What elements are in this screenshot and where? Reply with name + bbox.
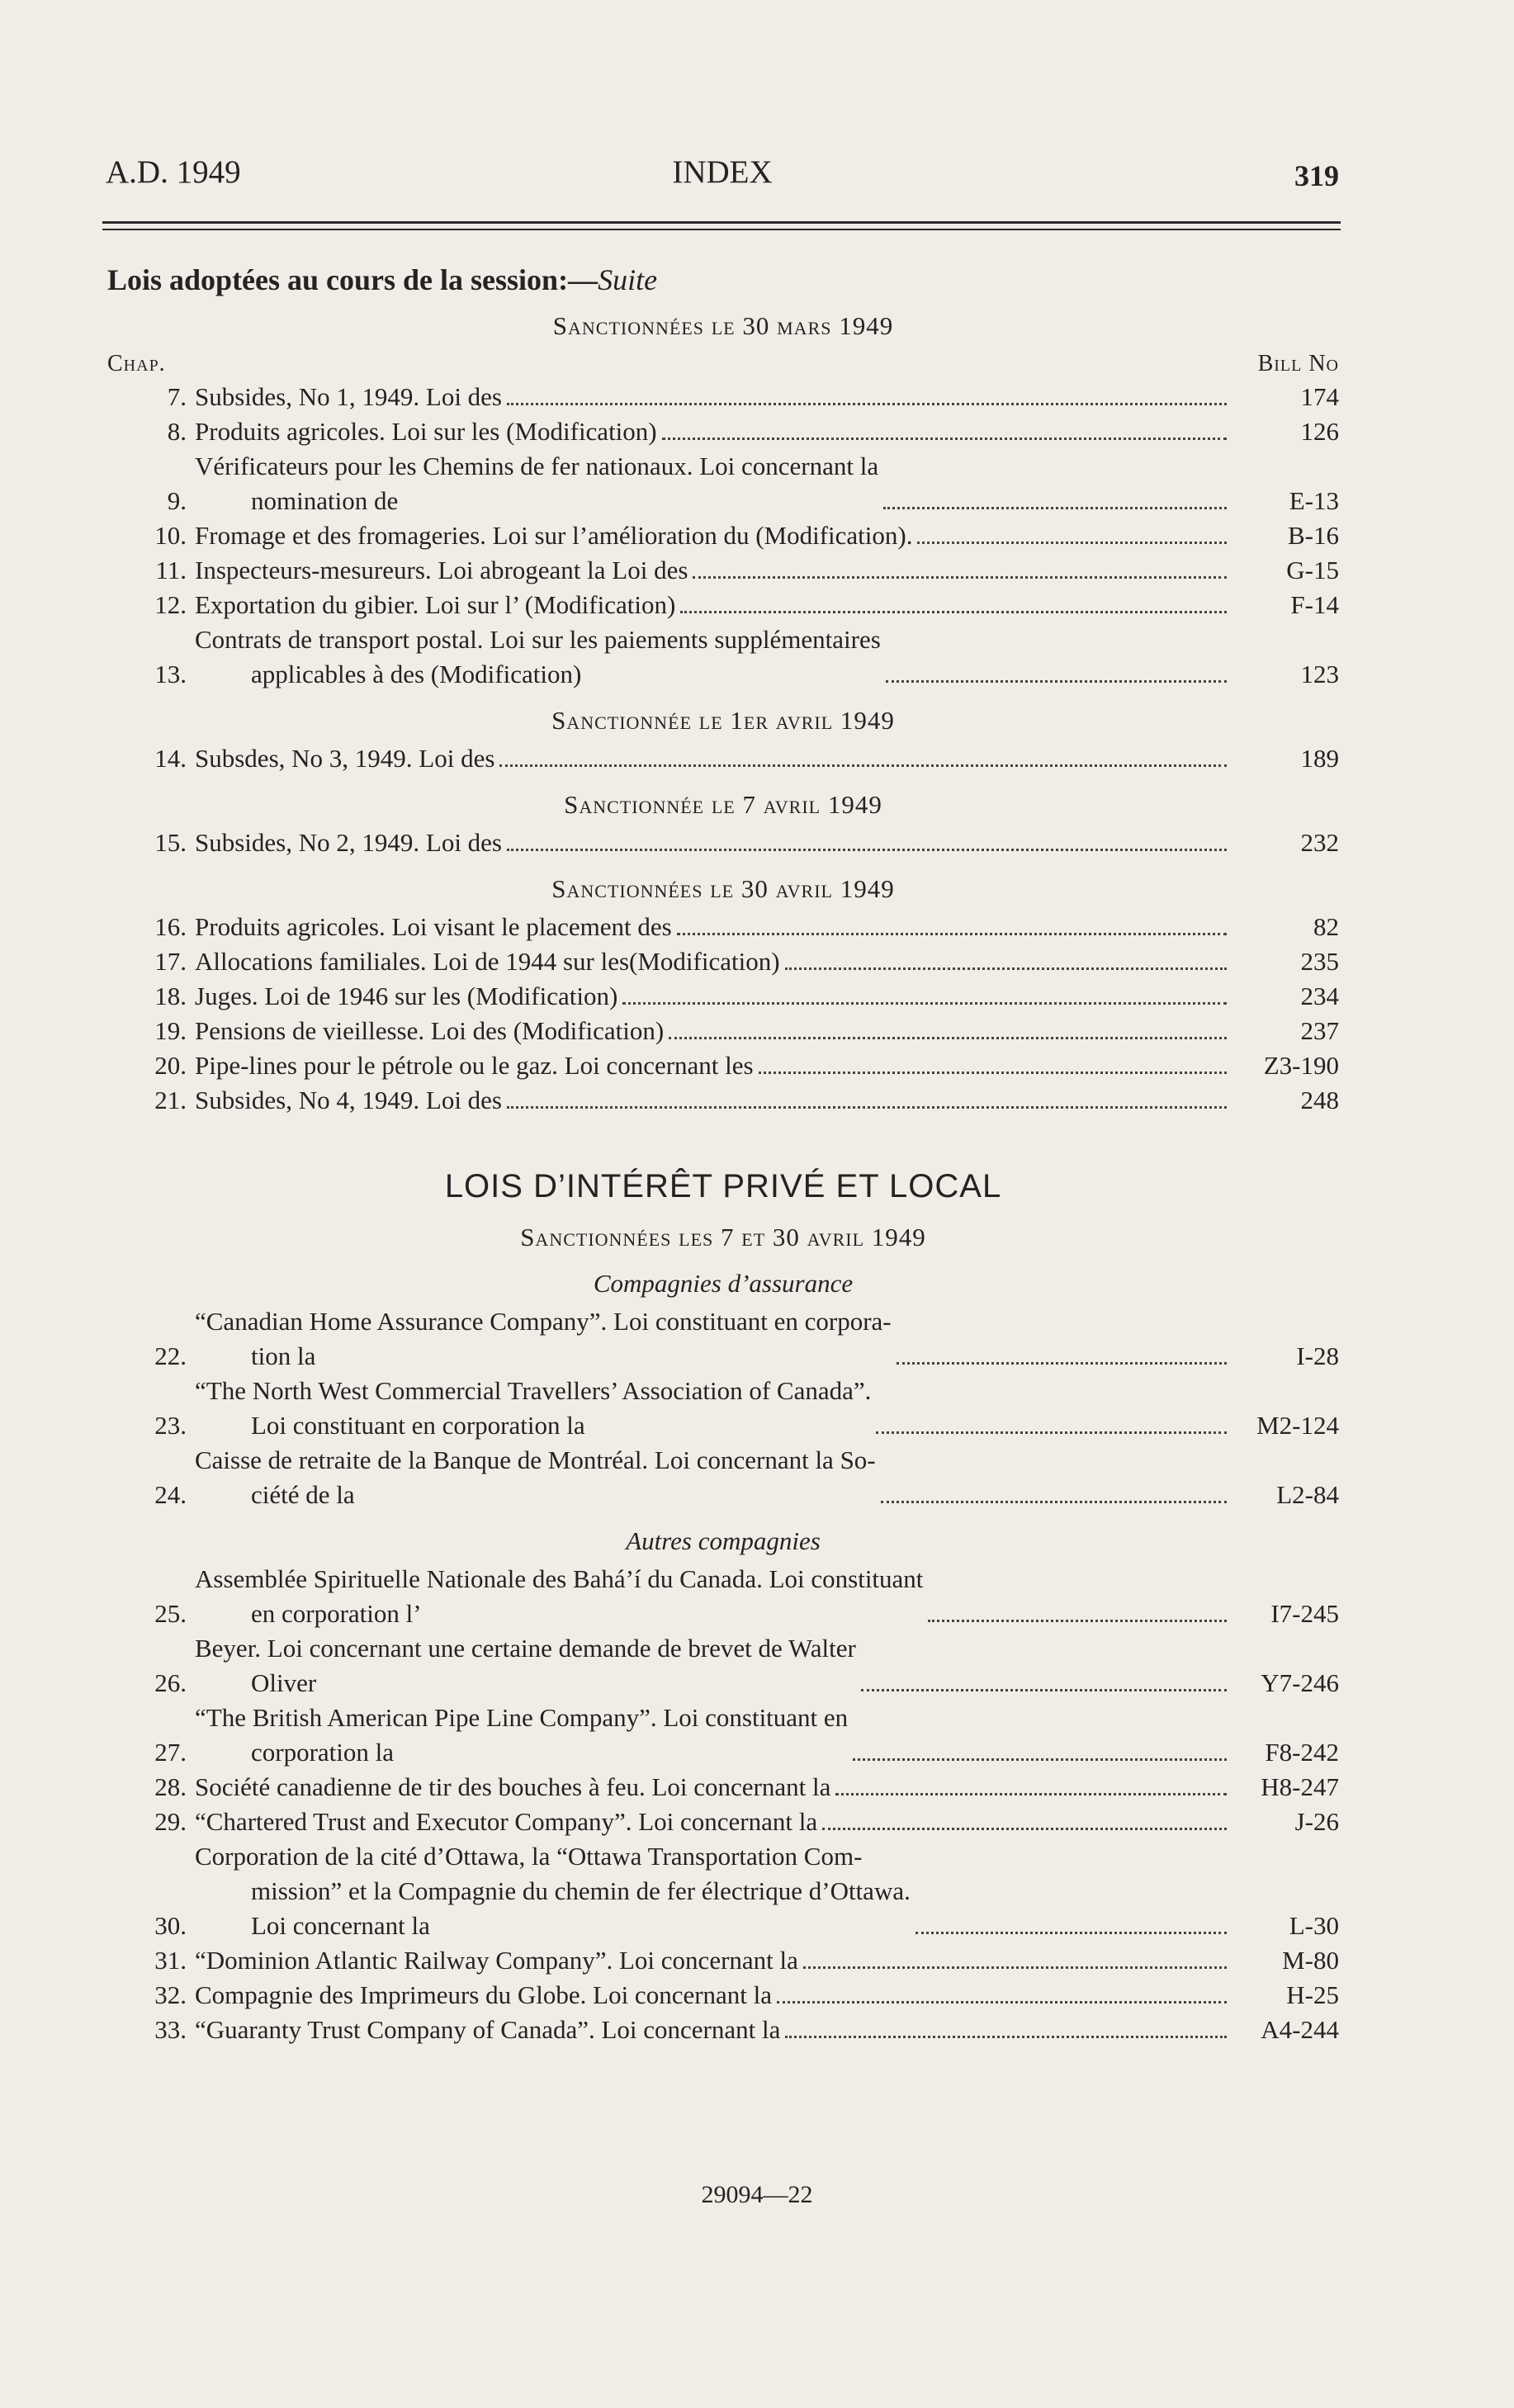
index-entry (107, 741, 1339, 776)
dot-leader (886, 680, 1227, 683)
bill-number: 82 (1313, 912, 1339, 941)
entry-line-continued: mission” et la Compagnie du chemin de fer électrique d’Ottawa. (251, 1876, 911, 1905)
index-entry (107, 979, 1339, 1014)
dot-leader (499, 764, 1227, 767)
entry-line: “Canadian Home Assurance Company”. Loi constituant en corpora- (195, 1307, 892, 1336)
chapter-number: 21. (154, 1086, 187, 1114)
column-header-bill: Bill No (1257, 351, 1339, 376)
dot-leader (876, 1431, 1227, 1434)
group-heading: Sanctionnées le 30 avril 1949 (551, 874, 895, 903)
private-acts-heading: Sanctionnées les 7 et 30 avril 1949 (520, 1223, 926, 1251)
entry-lines (195, 1562, 923, 1631)
section-title (107, 263, 1339, 297)
entry-text (195, 1048, 1232, 1083)
bill-number: B-16 (1288, 521, 1339, 550)
entry-lines (195, 741, 494, 776)
bill-number: L2-84 (1276, 1480, 1339, 1509)
entry-text (195, 414, 1232, 449)
chapter-number: 9. (167, 486, 187, 515)
page-footer: 29094—22 (701, 2181, 813, 2208)
dot-leader (861, 1689, 1227, 1691)
bill-number: 235 (1300, 947, 1339, 976)
entry-line: Inspecteurs-mesureurs. Loi abrogeant la Loi des (195, 556, 688, 584)
entry-line: “The British American Pipe Line Company”. Loi constituant en (195, 1703, 849, 1732)
chapter-number: 22. (154, 1341, 187, 1370)
index-entry (107, 1083, 1339, 1118)
chapter-number: 26. (154, 1668, 187, 1697)
entry-text (195, 1562, 1232, 1631)
chapter-number: 18. (154, 982, 187, 1010)
dot-leader (693, 576, 1227, 579)
chapter-number: 17. (154, 947, 187, 976)
entry-text (195, 1943, 1232, 1978)
chapter-number: 15. (154, 828, 187, 857)
chapter-number: 10. (154, 521, 187, 550)
dot-leader (759, 1072, 1227, 1074)
entry-lines (195, 1374, 871, 1443)
entry-line: Exportation du gibier. Loi sur l’ (Modification) (195, 590, 676, 619)
entry-line-continued: tion la (251, 1341, 316, 1370)
bill-number: Z3-190 (1263, 1051, 1339, 1080)
entry-line: Allocations familiales. Loi de 1944 sur les(Modification) (195, 947, 780, 976)
index-entry (107, 910, 1339, 944)
entry-line-continued: Loi concernant la (251, 1911, 430, 1940)
dot-leader (507, 1106, 1227, 1109)
index-entry (107, 1443, 1339, 1512)
bill-number: F-14 (1290, 590, 1339, 619)
bill-number: M2-124 (1256, 1411, 1339, 1440)
bill-number: 234 (1300, 982, 1339, 1010)
entry-text (195, 1304, 1232, 1374)
index-entry (107, 588, 1339, 622)
bill-number: J-26 (1294, 1807, 1339, 1836)
dot-leader (785, 967, 1227, 970)
index-entry (107, 2013, 1339, 2047)
index-entry (107, 944, 1339, 979)
header-rule-top (102, 221, 1341, 224)
entry-line: Contrats de transport postal. Loi sur les paiements supplémentaires (195, 625, 881, 654)
entry-line: Subsides, No 1, 1949. Loi des (195, 382, 502, 411)
entry-line-continued: Loi constituant en corporation la (251, 1411, 585, 1440)
entry-line-continued: corporation la (251, 1738, 395, 1767)
bill-number: M-80 (1282, 1946, 1339, 1975)
chapter-number: 16. (154, 912, 187, 941)
index-entry (107, 1805, 1339, 1839)
entry-line: Assemblée Spirituelle Nationale des Bahá’í du Canada. Loi constituant (195, 1564, 924, 1593)
entry-lines (195, 1839, 911, 1943)
index-entry (107, 1770, 1339, 1805)
chapter-number: 29. (154, 1807, 187, 1836)
page-header (106, 154, 1339, 203)
entry-text (195, 449, 1232, 518)
subgroup-heading: Compagnies d’assurance (593, 1269, 854, 1298)
entry-text (195, 1443, 1232, 1512)
index-entry (107, 1701, 1339, 1770)
dot-leader (777, 2001, 1227, 2004)
entry-line: Vérificateurs pour les Chemins de fer nationaux. Loi concernant la (195, 452, 879, 480)
entry-text (195, 1805, 1232, 1839)
entry-text (195, 553, 1232, 588)
index-entry (107, 1631, 1339, 1701)
entry-text (195, 979, 1232, 1014)
entry-text (195, 1701, 1232, 1770)
entry-lines (195, 2013, 780, 2047)
entry-lines (195, 414, 657, 449)
chapter-number: 25. (154, 1599, 187, 1628)
entry-line: Subsides, No 2, 1949. Loi des (195, 828, 502, 857)
dot-leader (622, 1002, 1227, 1005)
subgroup-heading: Autres compagnies (626, 1526, 821, 1555)
chapter-number: 19. (154, 1016, 187, 1045)
entry-line-continued: ciété de la (251, 1480, 355, 1509)
chapter-number: 8. (167, 417, 187, 446)
dot-leader (883, 507, 1227, 509)
entry-line-continued: Oliver (251, 1668, 317, 1697)
entry-text (195, 826, 1232, 860)
entry-lines (195, 1943, 798, 1978)
entry-lines (195, 622, 881, 692)
dot-leader (507, 849, 1227, 851)
header-year: A.D. 1949 (106, 154, 241, 190)
dot-leader (507, 403, 1227, 405)
entry-line: Fromage et des fromageries. Loi sur l’amélioration du (Modification). (195, 521, 913, 550)
chapter-number: 20. (154, 1051, 187, 1080)
private-acts (107, 1266, 1339, 2047)
private-acts-title: LOIS D’INTÉRÊT PRIVÉ ET LOCAL (444, 1168, 1002, 1204)
header-rule-bottom (102, 229, 1341, 230)
entry-text (195, 1770, 1232, 1805)
dot-leader (853, 1758, 1227, 1761)
public-acts (107, 309, 1339, 1118)
bill-number: L-30 (1289, 1911, 1339, 1940)
group-heading: Sanctionnées le 30 mars 1949 (552, 311, 894, 340)
entry-lines (195, 1014, 664, 1048)
bill-number: Y7-246 (1261, 1668, 1339, 1697)
entry-text (195, 622, 1232, 692)
entry-text (195, 1014, 1232, 1048)
group-heading: Sanctionnée le 1er avril 1949 (551, 706, 895, 735)
bill-number: 232 (1300, 828, 1339, 857)
entry-line: “Chartered Trust and Executor Company”. Loi concernant la (195, 1807, 818, 1836)
dot-leader (680, 611, 1227, 613)
bill-number: 248 (1300, 1086, 1339, 1114)
dot-leader (785, 2036, 1227, 2038)
entry-text (195, 518, 1232, 553)
column-headers (107, 347, 1339, 380)
dot-leader (897, 1362, 1227, 1365)
bill-number: I7-245 (1270, 1599, 1339, 1628)
entry-line: Produits agricoles. Loi sur les (Modification) (195, 417, 657, 446)
index-entry (107, 1374, 1339, 1443)
entry-text (195, 588, 1232, 622)
index-entry (107, 1839, 1339, 1943)
entry-line-continued: en corporation l’ (251, 1599, 422, 1628)
dot-leader (677, 933, 1227, 935)
entry-lines (195, 588, 675, 622)
bill-number: 126 (1300, 417, 1339, 446)
bill-number: 237 (1300, 1016, 1339, 1045)
index-entry (107, 1304, 1339, 1374)
index-entry (107, 1943, 1339, 1978)
bill-number: E-13 (1289, 486, 1339, 515)
entry-lines (195, 1978, 772, 2013)
chapter-number: 12. (154, 590, 187, 619)
entry-line: Beyer. Loi concernant une certaine demande de brevet de Walter (195, 1634, 856, 1663)
column-header-chap: Chap. (107, 351, 166, 376)
index-entry (107, 553, 1339, 588)
dot-leader (915, 1932, 1227, 1934)
dot-leader (835, 1793, 1227, 1795)
entry-text (195, 944, 1232, 979)
index-entry (107, 414, 1339, 449)
dot-leader (917, 542, 1227, 544)
index-entry (107, 449, 1339, 518)
entry-line: Pensions de vieillesse. Loi des (Modification) (195, 1016, 665, 1045)
entry-lines (195, 553, 688, 588)
header-title: INDEX (672, 154, 773, 190)
entry-line: Juges. Loi de 1946 sur les (Modification) (195, 982, 618, 1010)
entry-lines (195, 979, 617, 1014)
chapter-number: 27. (154, 1738, 187, 1767)
bill-number: H-25 (1286, 1980, 1339, 2009)
dot-leader (662, 438, 1227, 440)
entry-lines (195, 826, 502, 860)
bill-number: A4-244 (1261, 2015, 1339, 2044)
chapter-number: 31. (154, 1946, 187, 1975)
entry-text (195, 1978, 1232, 2013)
entry-lines (195, 1048, 754, 1083)
group-heading: Sanctionnée le 7 avril 1949 (564, 790, 882, 819)
section-title-text: Lois adoptées au cours de la session:— (107, 263, 599, 296)
entry-line: Société canadienne de tir des bouches à feu. Loi concernant la (195, 1772, 831, 1801)
entry-lines (195, 449, 878, 518)
entry-lines (195, 910, 672, 944)
entry-text (195, 380, 1232, 414)
entry-line: Subsdes, No 3, 1949. Loi des (195, 744, 495, 773)
entry-text (195, 1631, 1232, 1701)
index-entry (107, 622, 1339, 692)
entry-line-continued: applicables à des (Modification) (251, 660, 582, 688)
index-entry (107, 826, 1339, 860)
chapter-number: 13. (154, 660, 187, 688)
entry-text (195, 2013, 1232, 2047)
entry-line: Compagnie des Imprimeurs du Globe. Loi concernant la (195, 1980, 773, 2009)
page-number: 319 (1294, 159, 1339, 192)
bill-number: 123 (1300, 660, 1339, 688)
entry-line-continued: nomination de (251, 486, 399, 515)
bill-number: 189 (1300, 744, 1339, 773)
bill-number: H8-247 (1261, 1772, 1339, 1801)
entry-lines (195, 1701, 848, 1770)
entry-text (195, 1374, 1232, 1443)
entry-line: “The North West Commercial Travellers’ Association of Canada”. (195, 1376, 872, 1405)
dot-leader (803, 1966, 1227, 1969)
entry-line: Subsides, No 4, 1949. Loi des (195, 1086, 502, 1114)
entry-line: “Dominion Atlantic Railway Company”. Loi concernant la (195, 1946, 798, 1975)
entry-lines (195, 1805, 817, 1839)
dot-leader (928, 1620, 1227, 1622)
chapter-number: 33. (154, 2015, 187, 2044)
chapter-number: 11. (155, 556, 187, 584)
entry-text (195, 910, 1232, 944)
entry-line: Corporation de la cité d’Ottawa, la “Ottawa Transportation Com- (195, 1842, 863, 1871)
entry-lines (195, 518, 912, 553)
entry-lines (195, 1631, 856, 1701)
index-entry (107, 1014, 1339, 1048)
bill-number: I-28 (1296, 1341, 1339, 1370)
index-entry (107, 1978, 1339, 2013)
entry-line: Pipe-lines pour le pétrole ou le gaz. Loi concernant les (195, 1051, 754, 1080)
entry-lines (195, 1304, 892, 1374)
index-entry (107, 1048, 1339, 1083)
bill-number: G-15 (1286, 556, 1339, 584)
chapter-number: 7. (167, 382, 187, 411)
entry-line: Caisse de retraite de la Banque de Montréal. Loi concernant la So- (195, 1445, 876, 1474)
entry-text (195, 1839, 1232, 1943)
entry-lines (195, 380, 502, 414)
entry-lines (195, 1443, 876, 1512)
section-title-suite: Suite (598, 263, 658, 296)
index-entry (107, 380, 1339, 414)
entry-text (195, 741, 1232, 776)
index-entry (107, 1562, 1339, 1631)
bill-number: 174 (1300, 382, 1339, 411)
chapter-number: 32. (154, 1980, 187, 2009)
dot-leader (881, 1501, 1227, 1503)
bill-number: F8-242 (1265, 1738, 1339, 1767)
entry-text (195, 1083, 1232, 1118)
index-entry (107, 518, 1339, 553)
entry-line: “Guaranty Trust Company of Canada”. Loi concernant la (195, 2015, 781, 2044)
dot-leader (822, 1828, 1227, 1830)
entry-line: Produits agricoles. Loi visant le placement des (195, 912, 672, 941)
chapter-number: 23. (154, 1411, 187, 1440)
entry-lines (195, 944, 780, 979)
entry-lines (195, 1770, 830, 1805)
chapter-number: 14. (154, 744, 187, 773)
index-content (107, 263, 1339, 2047)
chapter-number: 24. (154, 1480, 187, 1509)
chapter-number: 30. (154, 1911, 187, 1940)
entry-lines (195, 1083, 502, 1118)
dot-leader (669, 1037, 1227, 1039)
chapter-number: 28. (154, 1772, 187, 1801)
